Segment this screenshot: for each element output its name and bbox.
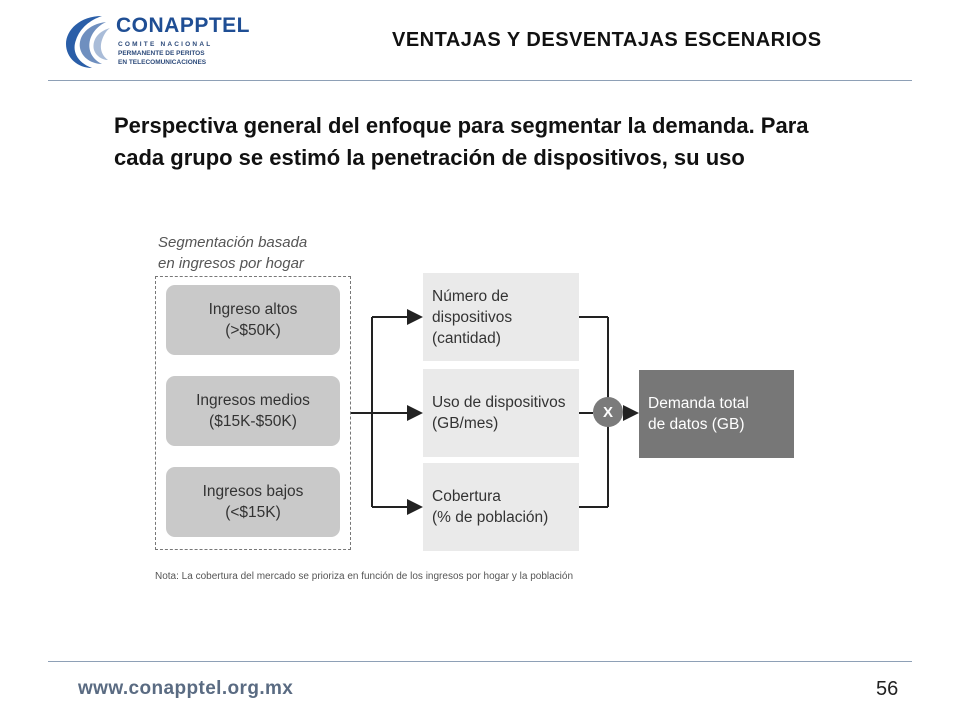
factor-device-usage: Uso de dispositivos (GB/mes) [423,369,579,457]
segment-low-income: Ingresos bajos (<$15K) [166,467,340,537]
intro-paragraph: Perspectiva general del enfoque para segmentar la demanda. Para cada grupo se estimó la penetración de dispositivos, su uso [114,113,809,170]
page-number: 56 [876,678,899,700]
logo-subtitle-1: COMITE NACIONAL [118,41,213,48]
result-total-demand: Demanda total de datos (GB) [639,370,794,458]
footer-divider [48,661,912,662]
segment-group-title: Segmentación basada en ingresos por hogar [158,234,308,272]
segment-high-income: Ingreso altos (>$50K) [166,285,340,355]
multiply-operator: X [593,397,623,427]
factor-coverage: Cobertura (% de población) [423,463,579,551]
slide-header-title: VENTAJAS Y DESVENTAJAS ESCENARIOS [392,29,822,51]
factor-number-of-devices: Número de dispositivos (cantidad) [423,273,579,361]
diagram-note: Nota: La cobertura del mercado se prioriza en función de los ingresos por hogar y la población [155,571,574,582]
logo-subtitle-2: PERMANENTE DE PERITOS [118,50,205,57]
segment-mid-income: Ingresos medios ($15K-$50K) [166,376,340,446]
logo-subtitle-3: EN TELECOMUNICACIONES [118,59,207,66]
footer-website-link[interactable]: www.conapptel.org.mx [78,678,294,699]
logo-name: CONAPPTEL [116,14,251,37]
